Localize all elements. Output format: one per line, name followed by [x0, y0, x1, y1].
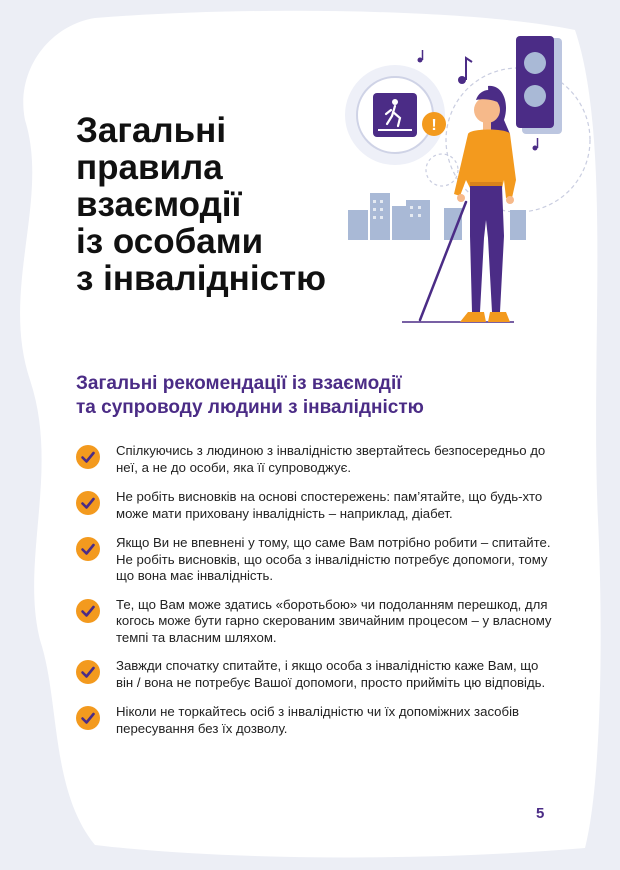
title-line: з інвалідністю — [76, 259, 327, 298]
list-item-text: Завжди спочатку спитайте, і якщо особа з інвалідністю каже Вам, що він / вона не потребує Вашої допомоги, просто прийміть цю відповідь. — [116, 658, 546, 690]
list-item-text: Ніколи не торкайтесь осіб з інвалідністю чи їх допоміжних засобів пересування без їх дозволу. — [116, 704, 520, 736]
recommendations-list — [76, 443, 556, 738]
woman-figure — [454, 86, 516, 322]
section-heading-line: та супроводу людини з інвалідністю — [76, 397, 424, 418]
title-line: взаємодії — [76, 185, 242, 224]
list-item — [76, 489, 556, 523]
check-circle-icon — [76, 445, 100, 469]
title-line: правила — [76, 148, 223, 187]
list-item — [76, 658, 556, 692]
list-item — [76, 597, 556, 647]
list-item-text: Спілкуючись з людиною з інвалідністю звертайтесь безпосередньо до неї, а не до особи, яка її супроводжує. — [116, 443, 546, 475]
title-line: Загальні — [76, 111, 227, 150]
list-item-text: Те, що Вам може здатись «боротьбою» чи подоланням перешкод, для когось може бути гарно скерованим звичайним процесом – у власному темпі та власним шляхом. — [116, 596, 552, 645]
page-title — [76, 112, 326, 297]
section-heading-line: Загальні рекомендації із взаємодії — [76, 373, 402, 394]
check-circle-icon — [76, 706, 100, 730]
list-item-text: Не робіть висновків на основі спостережень: пам’ятайте, що будь-хто може мати приховану інвалідність – наприклад, діабет. — [116, 489, 543, 521]
list-item — [76, 704, 556, 738]
svg-text:!: ! — [431, 117, 437, 134]
title-line: із особами — [76, 222, 264, 261]
check-circle-icon — [76, 491, 100, 515]
list-item — [76, 443, 556, 477]
check-circle-icon — [76, 660, 100, 684]
list-item — [76, 535, 556, 585]
check-circle-icon — [76, 599, 100, 623]
woman-with-white-cane-illustration — [340, 30, 600, 330]
traffic-light-icon — [516, 36, 562, 134]
section-heading — [76, 372, 424, 420]
list-item-text: Якщо Ви не впевнені у тому, що саме Вам потрібно робити – спитайте. Не робіть висновків, що особа з інвалідністю потребує допомоги, тому що вона має інвалідність. — [116, 535, 551, 583]
page-number: 5 — [536, 805, 545, 822]
check-circle-icon — [76, 537, 100, 561]
